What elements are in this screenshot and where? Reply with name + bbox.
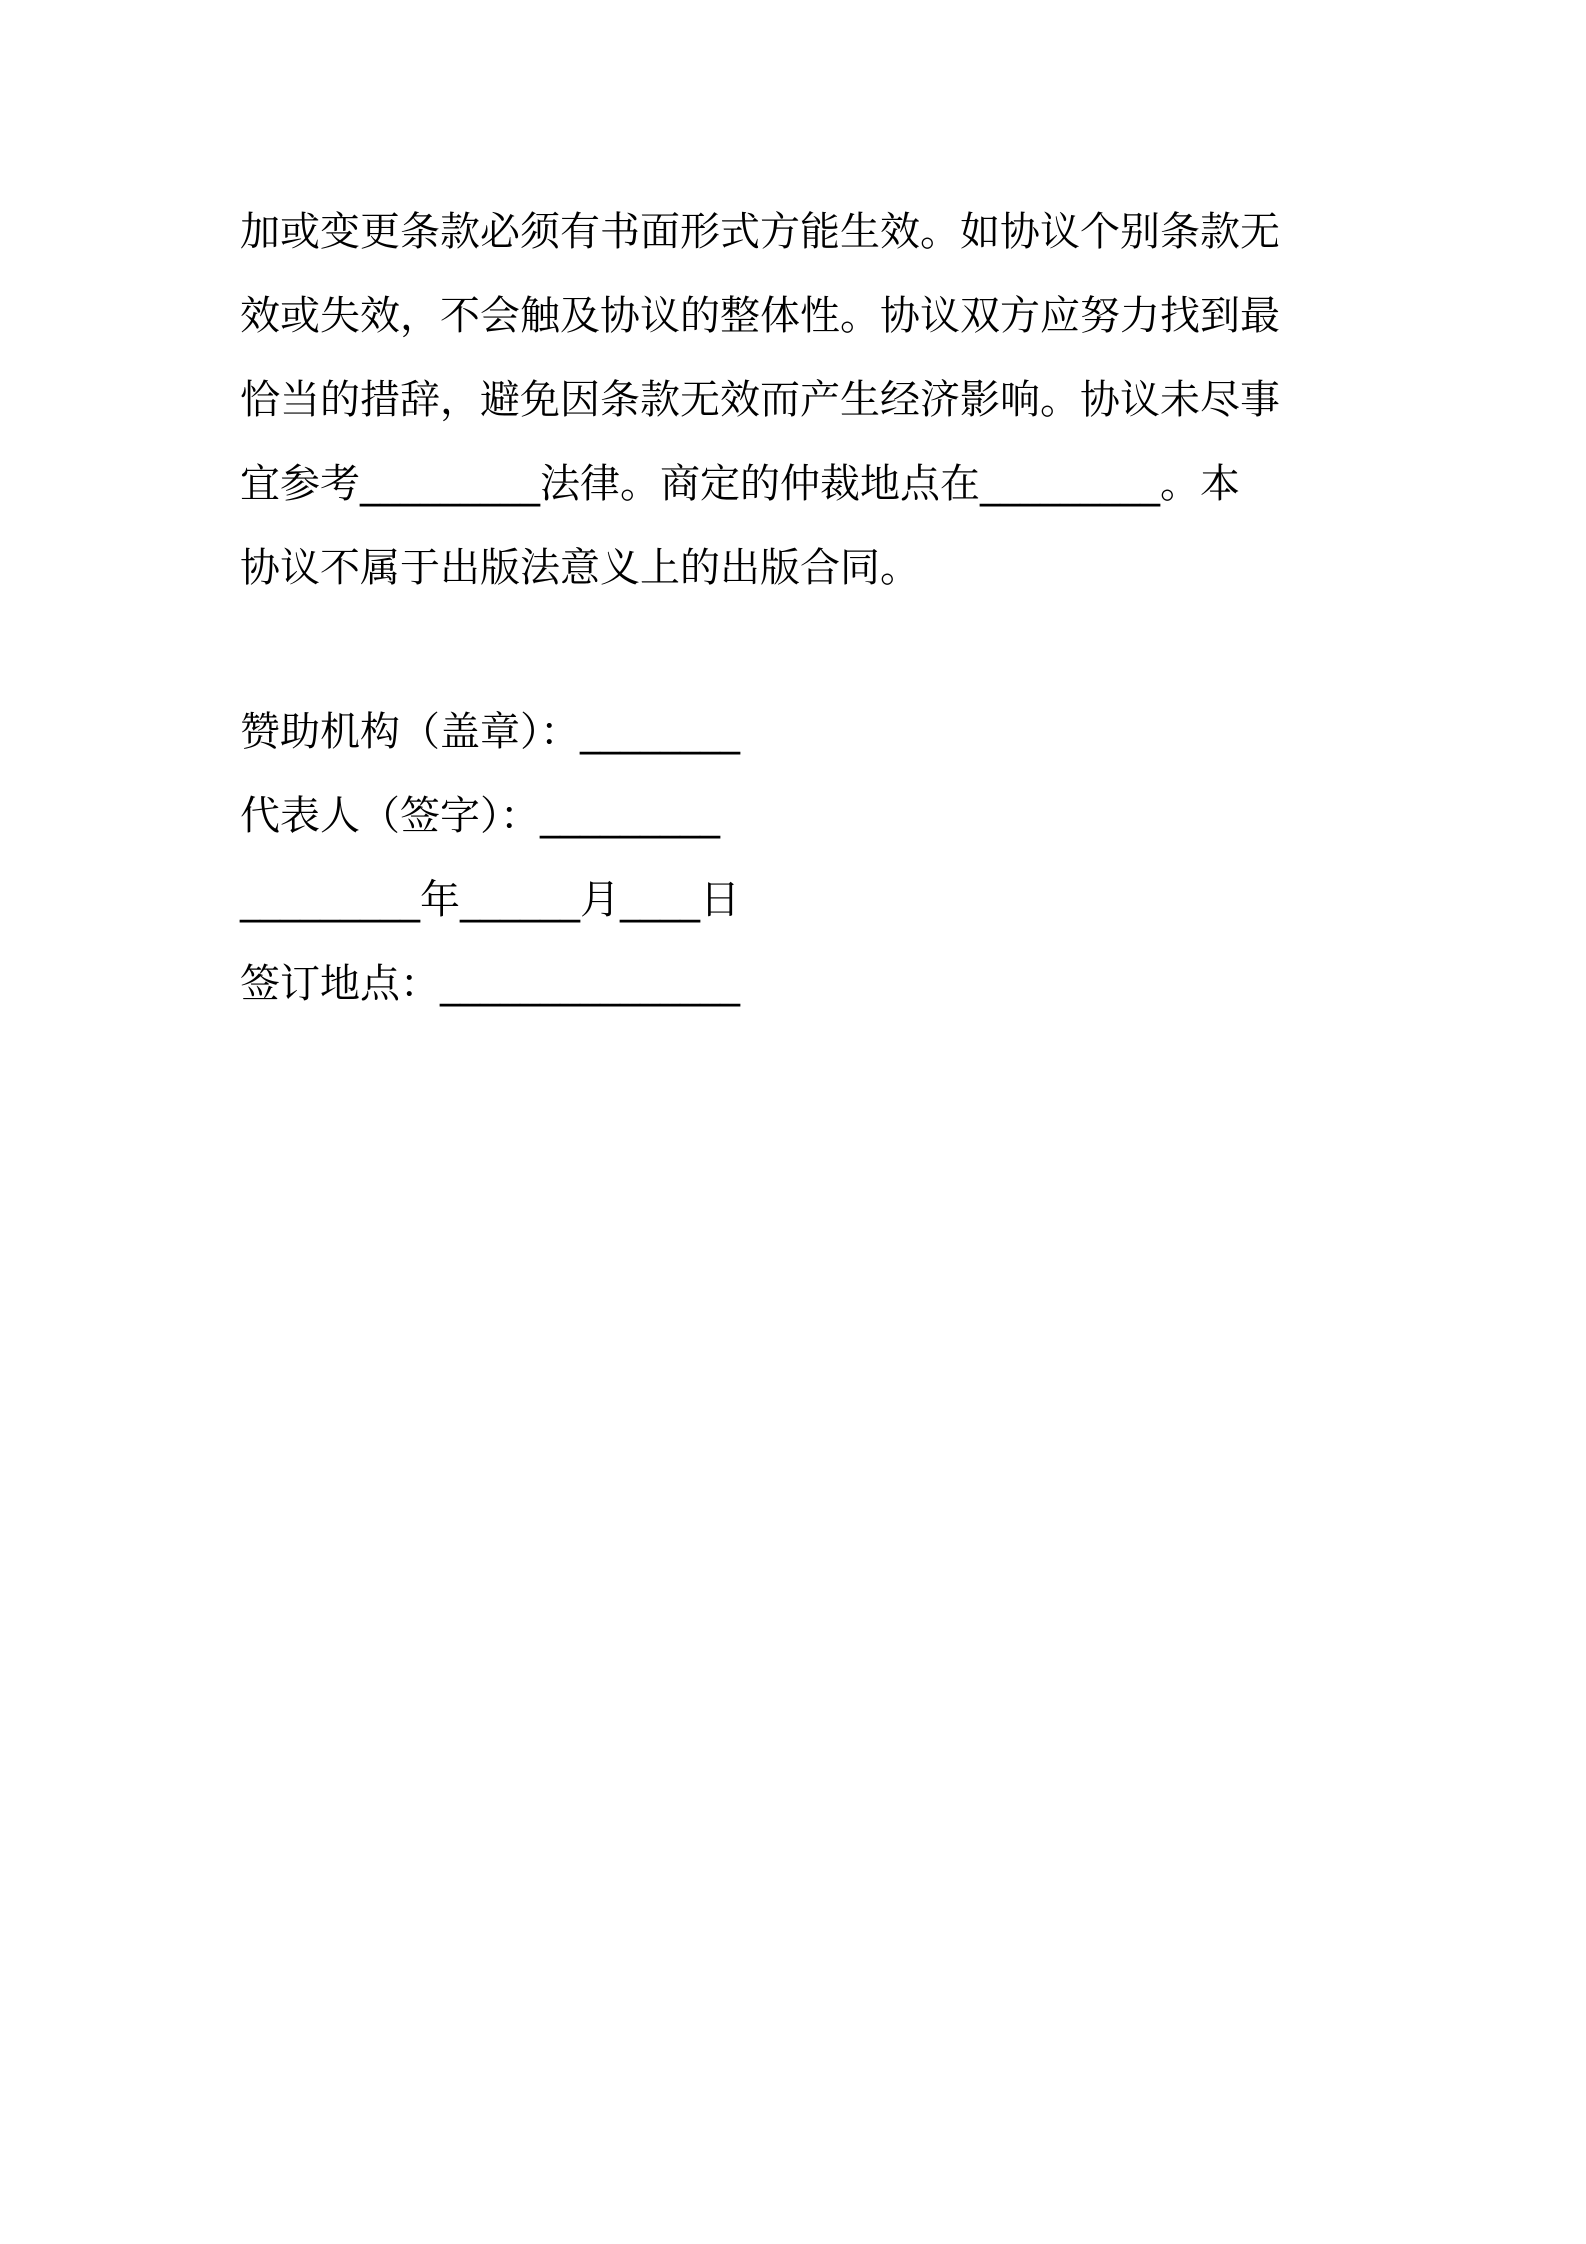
signing-place-line: 签订地点：_______________ bbox=[240, 961, 740, 1007]
paragraph-line: 恰当的措辞，避免因条款无效而产生经济影响。协议未尽事 bbox=[240, 377, 1280, 423]
representative-signature-line: 代表人（签字）：_________ bbox=[240, 793, 720, 839]
paragraph-line: 加或变更条款必须有书面形式方能生效。如协议个别条款无 bbox=[240, 209, 1280, 255]
paragraph-line: 效或失效，不会触及协议的整体性。协议双方应努力找到最 bbox=[240, 293, 1280, 339]
signature-block bbox=[240, 690, 1350, 1026]
paragraph-line: 协议不属于出版法意义上的出版合同。 bbox=[240, 545, 920, 591]
date-line: _________年______月____日 bbox=[240, 877, 740, 923]
sponsor-seal-line: 赞助机构（盖章）：________ bbox=[240, 709, 740, 755]
contract-paragraph bbox=[240, 190, 1350, 610]
paragraph-line: 宜参考_________法律。商定的仲裁地点在_________。本 bbox=[240, 461, 1240, 507]
